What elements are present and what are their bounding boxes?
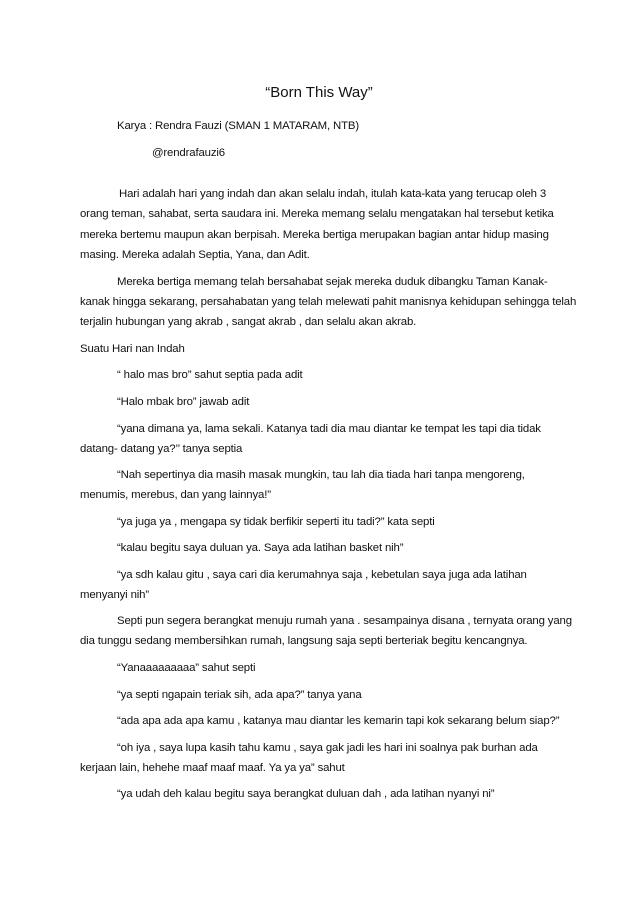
dialogue-3-line-1: “yana dimana ya, lama sekali. Katanya tadi dia mau diantar ke tempat les tapi dia tidak (117, 423, 541, 435)
dialogue-11-line-2: kerjaan lain, hehehe maaf maaf maaf. Ya ya ya” sahut (80, 762, 345, 774)
dialogue-12: “ya udah deh kalau begitu saya berangkat duluan dah , ada latihan nyanyi ni” (117, 788, 495, 800)
dialogue-5: “ya juga ya , mengapa sy tidak berfikir seperti itu tadi?” kata septi (117, 516, 435, 528)
dialogue-1: “ halo mas bro” sahut septia pada adit (117, 369, 303, 381)
paragraph-1-line-3: mereka bertemu maupun akan berpisah. Mereka bertiga merupakan bagian antar hidup masing (80, 229, 549, 241)
dialogue-9: “ya septi ngapain teriak sih, ada apa?” tanya yana (117, 689, 362, 701)
dialogue-10: “ada apa ada apa kamu , katanya mau diantar les kemarin tapi kok sekarang belum siap?” (117, 715, 560, 727)
dialogue-6: “kalau begitu saya duluan ya. Saya ada latihan basket nih” (117, 542, 404, 554)
paragraph-1-line-2: orang teman, sahabat, serta saudara ini. Mereka memang selalu mengatakan hal tersebut ketika (80, 208, 554, 220)
dialogue-2: “Halo mbak bro” jawab adit (117, 396, 250, 408)
author-handle: @rendrafauzi6 (152, 147, 225, 159)
dialogue-3-line-2: datang- datang ya?’’ tanya septia (80, 443, 243, 455)
dialogue-7-line-2: menyanyi nih” (80, 589, 149, 601)
paragraph-2-line-3: terjalin hubungan yang akrab , sangat akrab , dan selalu akan akrab. (80, 316, 417, 328)
dialogue-7-line-1: “ya sdh kalau gitu , saya cari dia kerumahnya saja , kebetulan saya juga ada latihan (117, 569, 527, 581)
paragraph-1-line-1: Hari adalah hari yang indah dan akan selalu indah, itulah kata-kata yang terucap oleh 3 (119, 188, 547, 200)
paragraph-3-line-2: dia tunggu sedang membersihkan rumah, langsung saja septi berteriak begitu kencangnya. (80, 635, 528, 647)
section-heading: Suatu Hari nan Indah (80, 343, 185, 355)
dialogue-4-line-2: menumis, merebus, dan yang lainnya!” (80, 489, 271, 501)
paragraph-2-line-2: kanak hingga sekarang, persahabatan yang telah melewati pahit manisnya kehidupan sehingga telah (80, 296, 577, 308)
document-title: “Born This Way” (265, 84, 373, 101)
author-line: Karya : Rendra Fauzi (SMAN 1 MATARAM, NTB) (117, 120, 360, 132)
dialogue-8: “Yanaaaaaaaaa” sahut septi (117, 662, 256, 674)
paragraph-3-line-1: Septi pun segera berangkat menuju rumah yana . sesampainya disana , ternyata orang yang (117, 615, 572, 627)
paragraph-1-line-4: masing. Mereka adalah Septia, Yana, dan Adit. (80, 249, 310, 261)
dialogue-4-line-1: “Nah sepertinya dia masih masak mungkin, tau lah dia tiada hari tanpa mengoreng, (117, 469, 525, 481)
dialogue-11-line-1: “oh iya , saya lupa kasih tahu kamu , saya gak jadi les hari ini soalnya pak burhan ada (117, 742, 538, 754)
paragraph-2-line-1: Mereka bertiga memang telah bersahabat sejak mereka duduk dibangku Taman Kanak- (117, 276, 548, 288)
